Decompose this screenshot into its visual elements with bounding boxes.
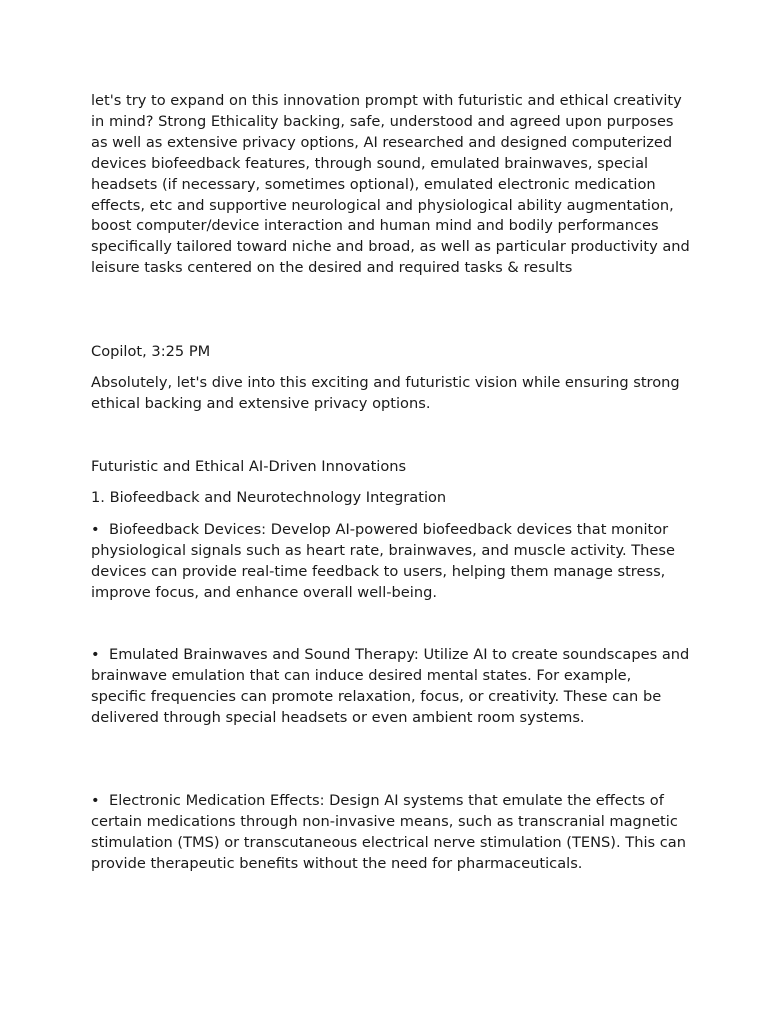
- bullet-text: Electronic Medication Effects: Design AI systems that emulate the effects of certain medications through non-invasive means, such as transcranial magnetic stimulation (TMS) or transcutaneous electrical nerve stimulation (TENS). This can provide therapeutic benefits without the need for pharmaceuticals.: [91, 792, 686, 872]
- bullet-item: [91, 791, 691, 875]
- bullet-text: Biofeedback Devices: Develop AI-powered biofeedback devices that monitor physiological signals such as heart rate, brainwaves, and muscle activity. These devices can provide real-time feedback to users, helping them manage stress, improve focus, and enhance overall well-being.: [91, 521, 675, 601]
- bullet-item: [91, 520, 691, 604]
- response-header: Copilot, 3:25 PM: [91, 343, 211, 360]
- section-title: Futuristic and Ethical AI-Driven Innovations: [91, 458, 407, 475]
- subsection-title: 1. Biofeedback and Neurotechnology Integration: [91, 489, 447, 506]
- bullet-glyph: •: [91, 521, 100, 538]
- bullet-glyph: •: [91, 646, 100, 663]
- bullet-text: Emulated Brainwaves and Sound Therapy: Utilize AI to create soundscapes and brainwave emulation that can induce desired mental states. For example, specific frequencies can promote relaxation, focus, or creativity. These can be delivered through special headsets or even ambient room systems.: [91, 646, 690, 726]
- bullet-glyph: •: [91, 792, 100, 809]
- response-intro-paragraph: Absolutely, let's dive into this exciting and futuristic vision while ensuring strong ethical backing and extensive privacy options.: [91, 374, 680, 412]
- user-prompt-paragraph: let's try to expand on this innovation prompt with futuristic and ethical creativity in mind? Strong Ethicality backing, safe, understood and agreed upon purposes as well as extensive privacy options, AI researched and designed computerized devices biofeedback features, through sound, emulated brainwaves, special headsets (if necessary, sometimes optional), emulated electronic medication effects, etc and supportive neurological and physiological ability augmentation, boost computer/device interaction and human mind and bodily performances specifically tailored toward niche and broad, as well as particular productivity and leisure tasks centered on the desired and required tasks & results: [91, 92, 690, 277]
- bullet-item: [91, 645, 691, 729]
